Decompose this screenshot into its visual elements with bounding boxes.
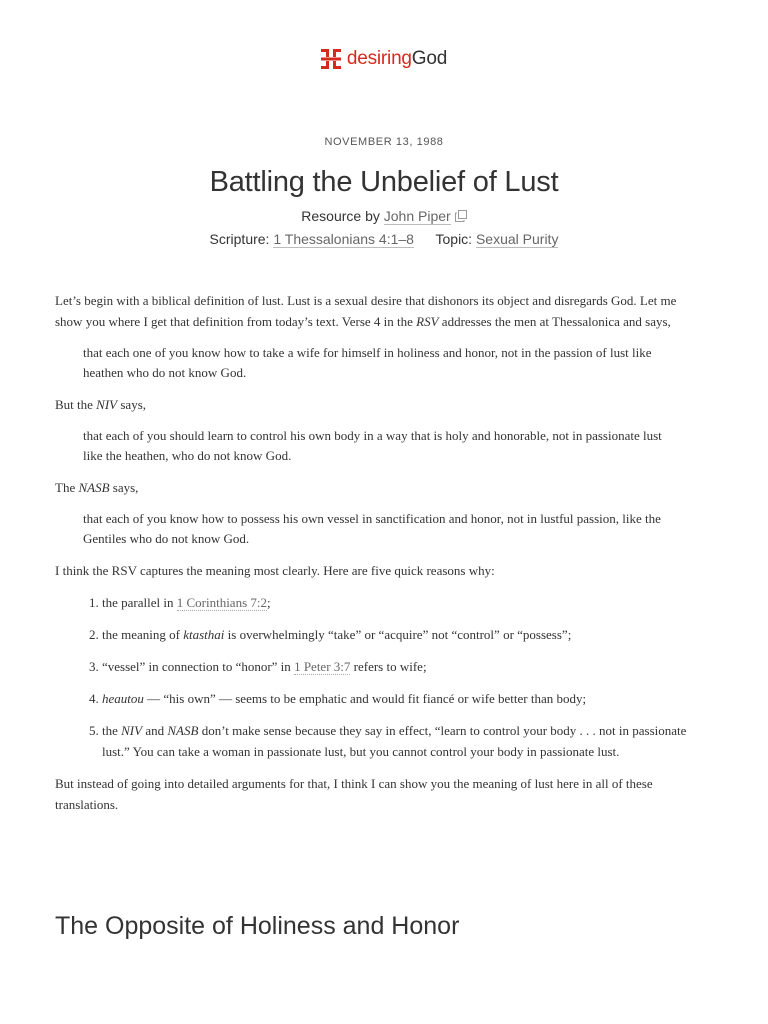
- rsv-quote: that each one of you know how to take a wife for himself in holiness and honor, not in the passion of lust like heathen who do not know God.: [83, 345, 652, 380]
- reasons-intro: I think the RSV captures the meaning most clearly. Here are five quick reasons why:: [55, 563, 495, 578]
- section-heading: The Opposite of Holiness and Honor: [55, 912, 460, 940]
- reasons-list: [55, 592, 707, 762]
- list-item: 5. the NIV and NASB don’t make sense because they say in effect, “learn to control your body . . . not in passionate lust.” You can take a woman in passionate lust, but you cannot control your body in passionate lust.: [102, 720, 707, 762]
- niv-intro: But the NIV says,: [55, 397, 147, 412]
- list-item: 2. the meaning of ktasthai is overwhelmingly “take” or “acquire” not “control” or “possess”;: [102, 624, 707, 645]
- list-item: 4. heautou — “his own” — seems to be emphatic and would fit fiancé or wife better than body;: [102, 688, 707, 709]
- nasb-quote: that each of you know how to possess his own vessel in sanctification and honor, not in lustful passion, like the Gentiles who do not know God.: [83, 511, 661, 546]
- resource-byline: Resource by John Piper: [0, 208, 768, 224]
- desiring-god-cross-icon: [321, 49, 341, 69]
- article-date: NOVEMBER 13, 1988: [324, 136, 444, 148]
- closing-paragraph: But instead of going into detailed arguments for that, I think I can show you the meaning of lust here in all of these translations.: [55, 776, 653, 812]
- article-title: Battling the Unbelief of Lust: [209, 166, 559, 198]
- scripture-link[interactable]: 1 Thessalonians 4:1–8: [273, 231, 414, 247]
- topic-link[interactable]: Sexual Purity: [475, 231, 559, 247]
- list-item: 3. “vessel” in connection to “honor” in 1 Peter 3:7 refers to wife;: [102, 656, 707, 677]
- list-item: 1. the parallel in 1 Corinthians 7:2;: [102, 592, 707, 613]
- intro-paragraph: Let’s begin with a biblical definition of lust. Lust is a sexual desire that dishonors its object and disregards God. Let me show you where I get that definition from today’s text. Verse 4 in the RSV addresses the men at Thessalonica and says,: [55, 293, 677, 329]
- scripture-ref-link[interactable]: 1 Peter 3:7: [294, 659, 351, 674]
- site-logo[interactable]: [0, 48, 768, 70]
- nasb-intro: The NASB says,: [55, 480, 139, 495]
- site-logo-text: desiringGod: [346, 48, 448, 69]
- scripture-topic-line: Scripture: 1 Thessalonians 4:1–8 Topic: Sexual Purity: [209, 231, 559, 247]
- article-body: [55, 290, 707, 826]
- scripture-ref-link[interactable]: 1 Corinthians 7:2: [176, 595, 267, 610]
- niv-quote: that each of you should learn to control his own body in a way that is holy and honorable, not in passionate lust like the heathen, who do not know God.: [83, 428, 662, 463]
- external-link-icon[interactable]: [455, 210, 467, 222]
- author-link[interactable]: John Piper: [383, 208, 451, 224]
